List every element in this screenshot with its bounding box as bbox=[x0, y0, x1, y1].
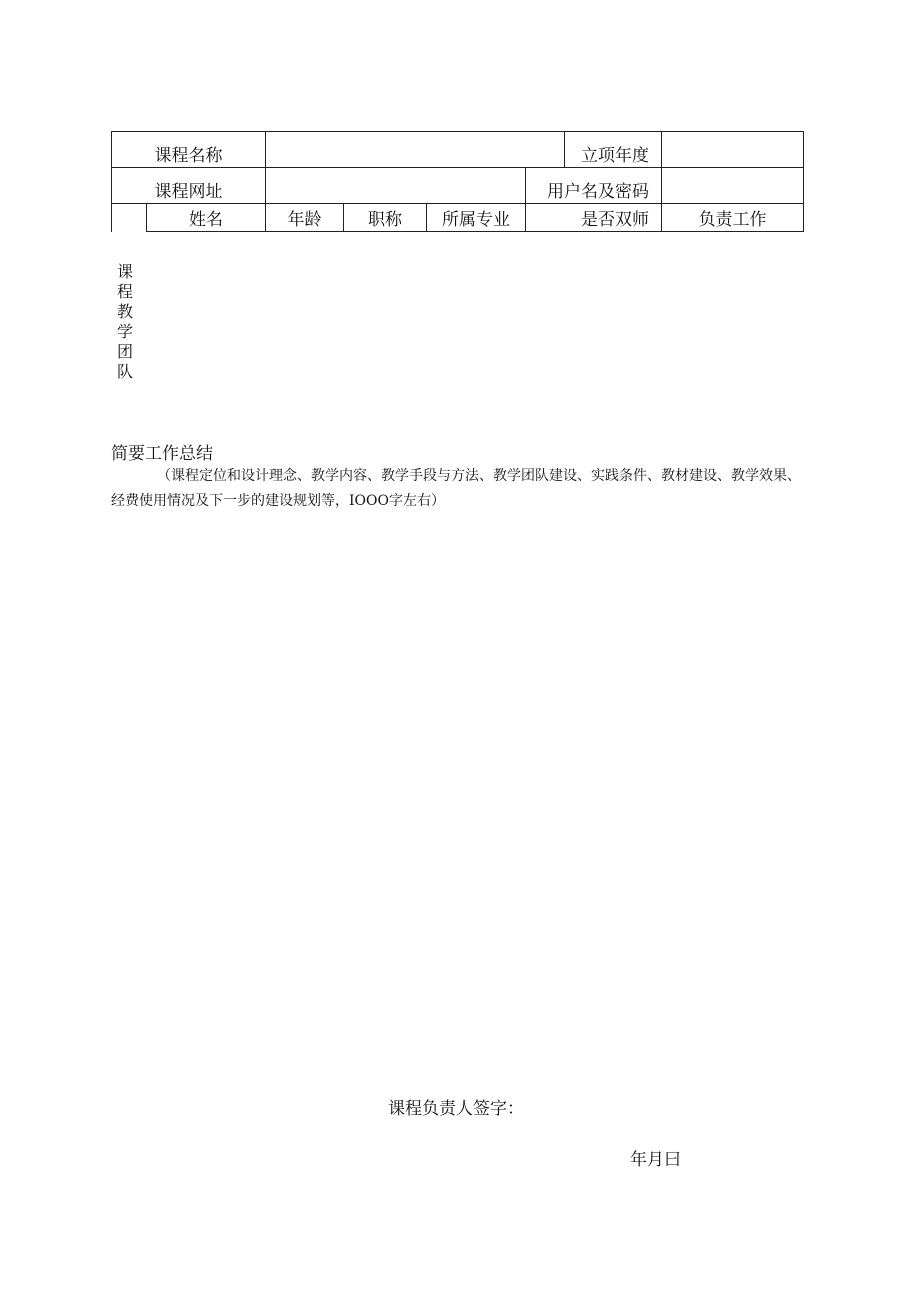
team-label-char: 教 bbox=[117, 302, 134, 321]
project-year-field[interactable] bbox=[662, 132, 804, 168]
signature-label: 课程负责人签字： bbox=[388, 1099, 524, 1119]
summary-note: （课程定位和设计理念、教学内容、教学手段与方法、教学团队建设、实践条件、教材建设、教学效果、经费使用情况及下一步的建设规划等，IOOO字左右） bbox=[111, 468, 801, 509]
team-header-major: 所属专业 bbox=[427, 204, 526, 232]
team-label-char: 队 bbox=[117, 362, 134, 381]
team-label-char: 团 bbox=[117, 342, 134, 361]
team-label-char: 学 bbox=[117, 322, 134, 341]
team-vertical-label bbox=[117, 262, 139, 382]
course-name-field[interactable] bbox=[266, 132, 565, 168]
team-header-row bbox=[112, 204, 804, 232]
team-label-char: 程 bbox=[117, 282, 134, 301]
username-password-label: 用户名及密码 bbox=[526, 168, 662, 204]
project-year-label: 立项年度 bbox=[565, 132, 662, 168]
course-url-row bbox=[112, 168, 804, 204]
team-header-title: 职称 bbox=[344, 204, 427, 232]
team-label-char: 课 bbox=[117, 262, 134, 281]
course-url-label: 课程网址 bbox=[112, 168, 266, 204]
course-name-row bbox=[112, 132, 804, 168]
team-header-responsibility: 负责工作 bbox=[662, 204, 804, 232]
course-url-field[interactable] bbox=[266, 168, 526, 204]
date-label: 年月曰 bbox=[630, 1150, 681, 1170]
summary-title: 简要工作总结 bbox=[111, 444, 213, 464]
team-header-age: 年龄 bbox=[266, 204, 344, 232]
username-password-field[interactable] bbox=[662, 168, 804, 204]
course-name-label: 课程名称 bbox=[112, 132, 266, 168]
course-info-table bbox=[111, 131, 804, 232]
team-side-cell bbox=[112, 204, 147, 232]
team-header-dual-teacher: 是否双师 bbox=[526, 204, 662, 232]
team-header-name: 姓名 bbox=[147, 204, 266, 232]
